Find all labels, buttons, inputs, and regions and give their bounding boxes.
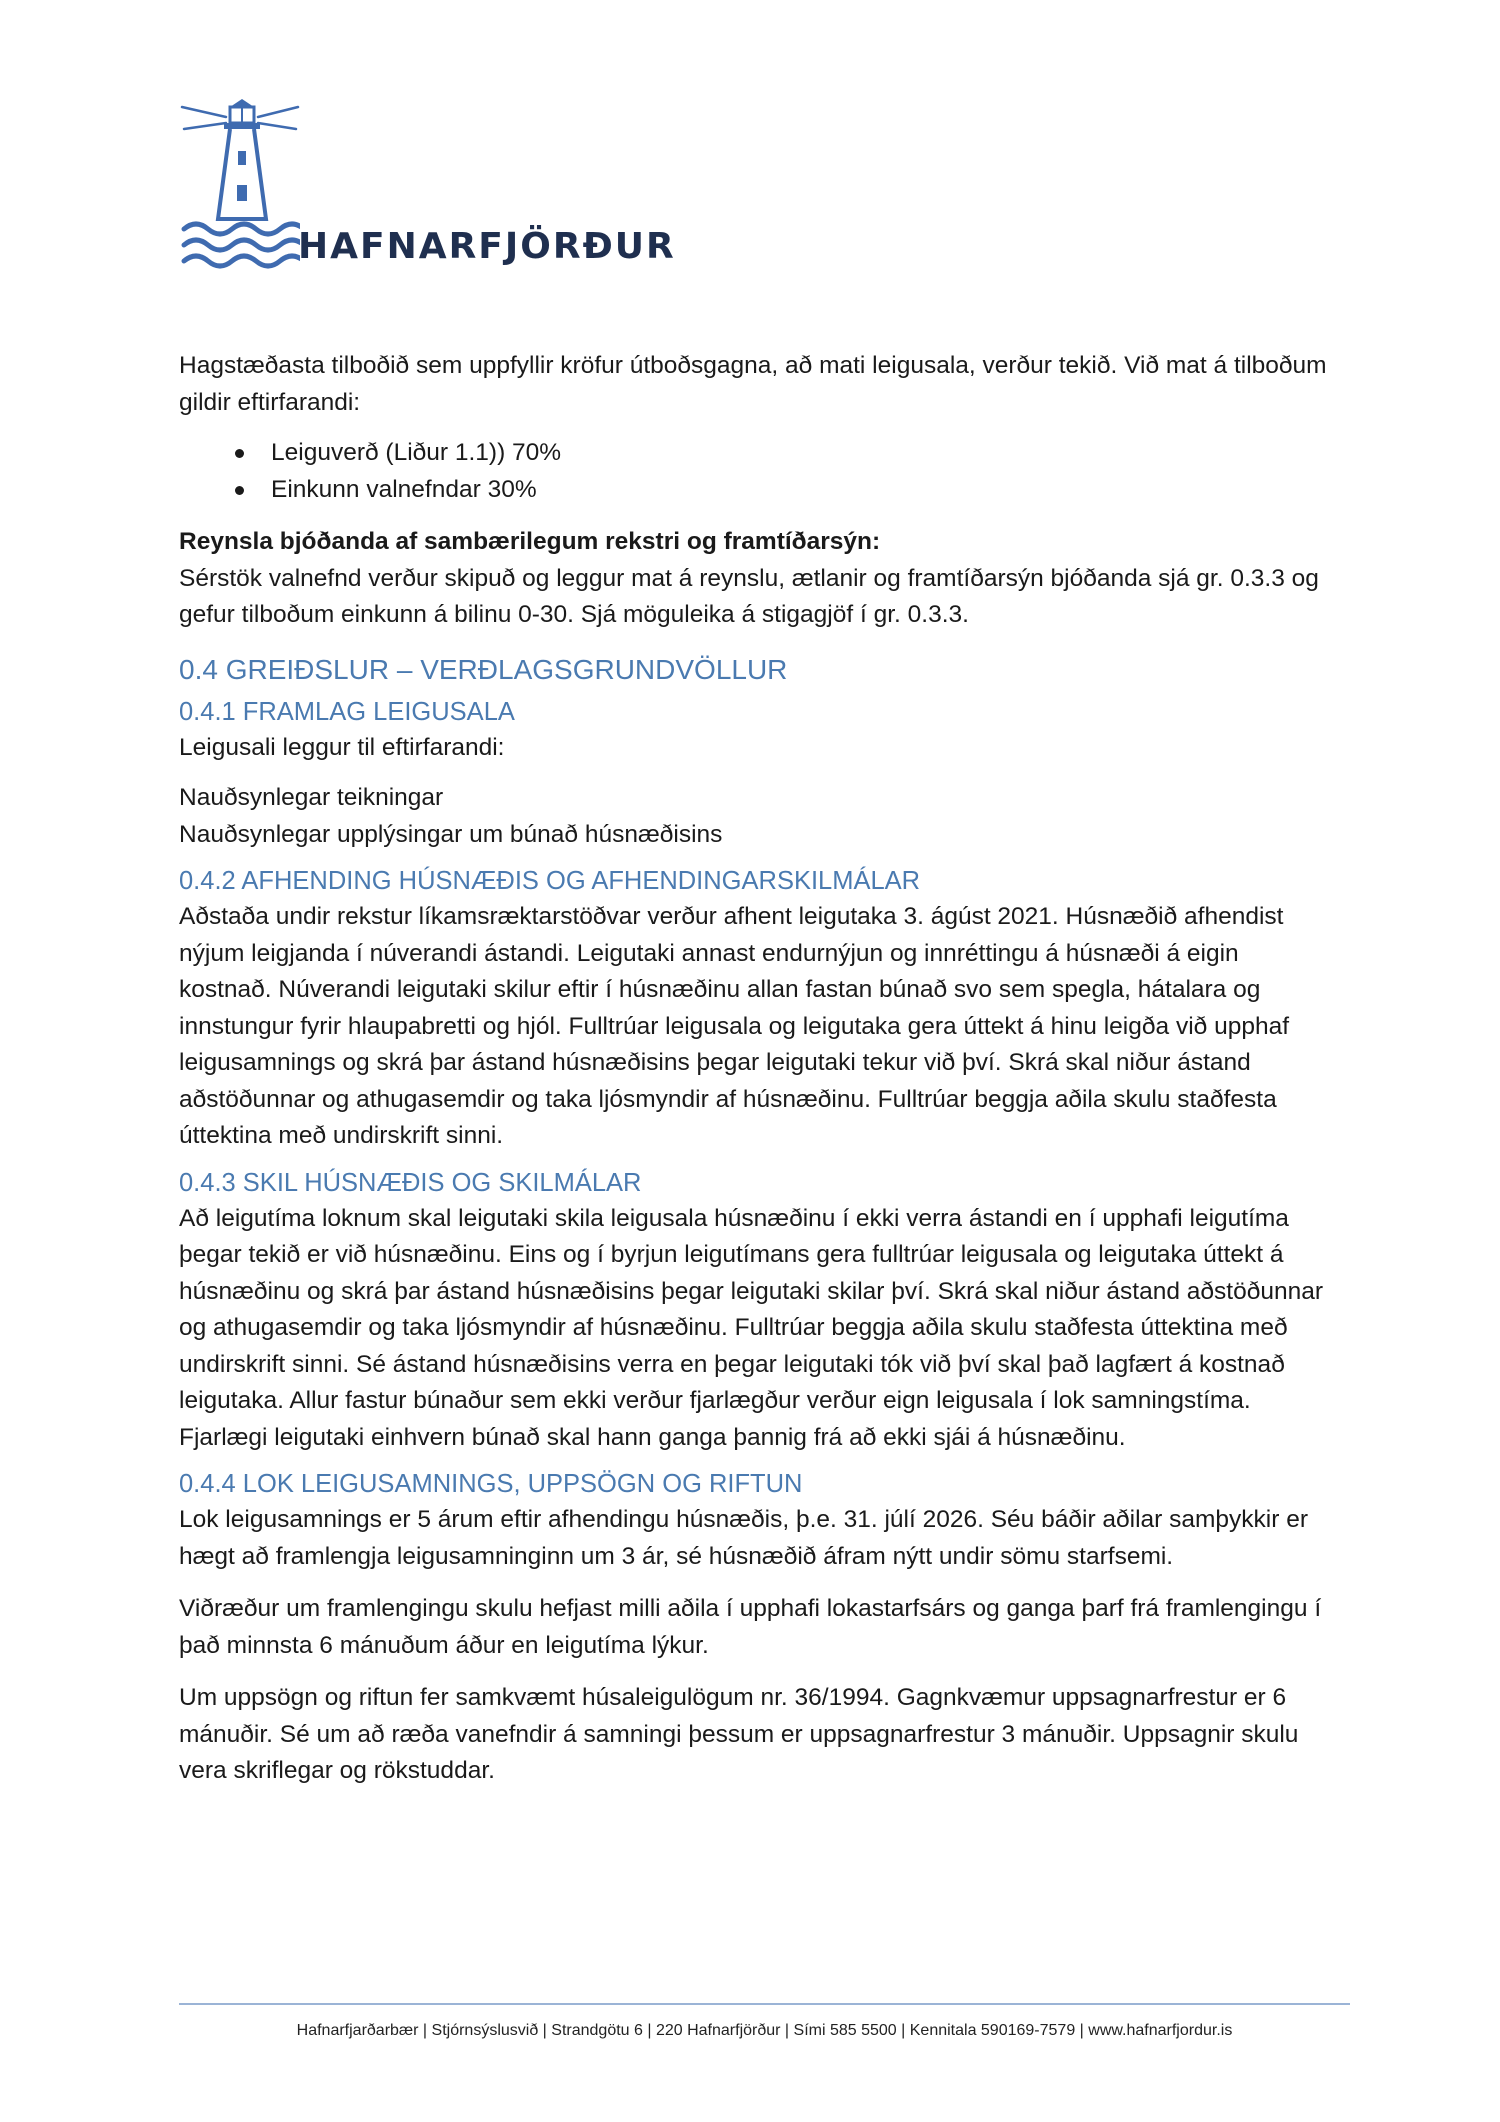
bullet-icon [235,449,244,458]
footer-divider [179,2003,1350,2005]
section-0-4-4-paragraph-2: Viðræður um framlengingu skulu hefjast milli aðila í upphafi lokastarfsárs og ganga þarf frá framlengingu í það minnsta 6 mánuðum áður en leigutíma lýkur. [179,1595,1322,1659]
section-heading-0-4-1: 0.4.1 FRAMLAG LEIGUSALA [179,697,515,726]
criteria-list [179,435,1329,508]
section-0-4-3-paragraph: Að leigutíma loknum skal leigutaki skila leigusala húsnæðinu í ekki verra ástandi en í upphafi leigutíma þegar tekið er við húsnæðinu. Eins og í byrjun leigutímans gera fulltrúar leigusala og leigutaka úttekt á húsnæðinu og skrá þar ástand húsnæðisins þegar leigutaki skilar því. Skrá skal niður ástand aðstöðunnar og athugasemdir og taka ljósmyndir af húsnæðinu. Fulltrúar beggja aðila skulu staðfesta úttektina með undirskrift sinni. Sé ástand húsnæðisins verra en þegar leigutaki tók við því skal það lagfært á kostnað leigutaka. Allur fastur búnaður sem ekki verður fjarlægður verður eign leigusala í lok samningstíma. Fjarlægi leigutaki einhvern búnað skal hann ganga þannig frá að ekki sjái á húsnæðinu. [179,1204,1323,1451]
experience-paragraph: Sérstök valnefnd verður skipuð og leggur mat á reynslu, ætlanir og framtíðarsýn bjóðanda sjá gr. 0.3.3 og gefur tilboðum einkunn á bilinu 0-30. Sjá möguleika á stigagjöf í gr. 0.3.3. [179,564,1319,628]
hafnarfjordur-logo [180,95,680,285]
lighthouse-icon [180,95,300,275]
list-item: Nauðsynlegar upplýsingar um búnað húsnæðisins [179,820,723,848]
section-heading-0-4-2: 0.4.2 AFHENDING HÚSNÆÐIS OG AFHENDINGARSKILMÁLAR [179,867,921,895]
section-heading-0-4-4: 0.4.4 LOK LEIGUSAMNINGS, UPPSÖGN OG RIFTUN [179,1470,803,1498]
section-heading-0-4: 0.4 GREIÐSLUR – VERÐLAGSGRUNDVÖLLUR [179,653,788,685]
experience-heading: Reynsla bjóðanda af sambærilegum rekstri og framtíðarsýn: [179,528,881,555]
document-body [179,348,1329,1790]
list-item: Leiguverð (Liður 1.1)) 70% [179,435,1329,472]
list-item: Einkunn valnefndar 30% [179,472,1329,509]
section-heading-0-4-3: 0.4.3 SKIL HÚSNÆÐIS OG SKILMÁLAR [179,1168,642,1197]
section-0-4-1-intro: Leigusali leggur til eftirfarandi: [179,733,505,761]
section-0-4-4-paragraph-3: Um uppsögn og riftun fer samkvæmt húsaleigulögum nr. 36/1994. Gagnkvæmur uppsagnarfrestur er 6 mánuðir. Sé um að ræða vanefndir á samningi þessum er uppsagnarfrestur 3 mánuðir. Uppsagnir skulu vera skriflegar og rökstuddar. [179,1684,1299,1784]
list-item: Nauðsynlegar teikningar [179,784,444,811]
page-footer: Hafnarfjarðarbær | Stjórnsýslusvið | Strandgötu 6 | 220 Hafnarfjörður | Sími 585 5500 | Kennitala 590169-7579 | www.hafnarfjordur.is [296,2022,1233,2039]
section-0-4-4-paragraph-1: Lok leigusamnings er 5 árum eftir afhendingu húsnæðis, þ.e. 31. júlí 2026. Séu báðir aðilar samþykkir er hægt að framlengja leigusamninginn um 3 ár, sé húsnæðið áfram nýtt undir sömu starfsemi. [179,1506,1308,1570]
logo-wordmark: HAFNARFJÖRÐUR [298,226,676,267]
bullet-icon [235,486,244,495]
section-0-4-2-paragraph: Aðstaða undir rekstur líkamsræktarstöðvar verður afhent leigutaka 3. ágúst 2021. Húsnæðið afhendist nýjum leigjanda í núverandi ástandi. Leigutaki annast endurnýjun og innréttingu á húsnæði á eigin kostnað. Núverandi leigutaki skilur eftir í húsnæðinu allan fastan búnað svo sem spegla, hátalara og innstungur fyrir hlaupabretti og hjól. Fulltrúar leigusala og leigutaka gera úttekt á hinu leigða við upphaf leigusamnings og skrá þar ástand húsnæðisins þegar leigutaki tekur við því. Skrá skal niður ástand aðstöðunnar og athugasemdir og taka ljósmyndir af húsnæðinu. Fulltrúar beggja aðila skulu staðfesta úttektina með undirskrift sinni. [179,903,1290,1149]
intro-paragraph: Hagstæðasta tilboðið sem uppfyllir kröfur útboðsgagna, að mati leigusala, verður tekið. Við mat á tilboðum gildir eftirfarandi: [179,352,1327,416]
